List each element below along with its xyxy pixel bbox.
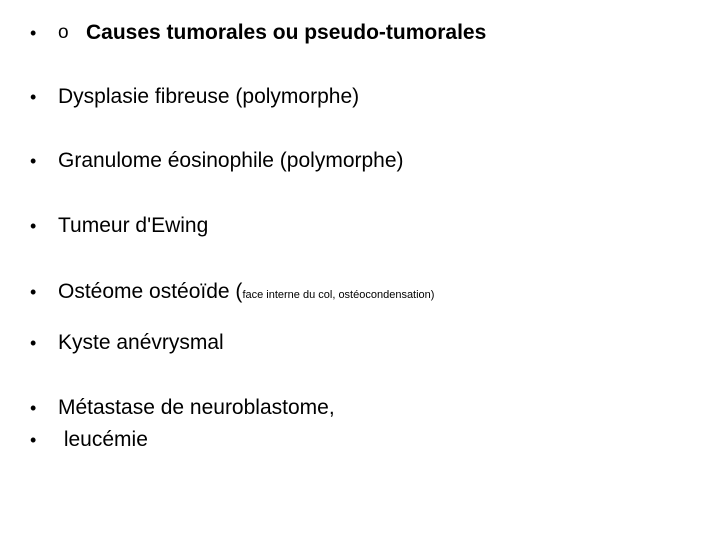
list-item-dysplasie <box>30 82 359 112</box>
list-item-note: face interne du col, ostéocondensation) <box>242 289 435 301</box>
list-item-text: Dysplasie fibreuse (polymorphe) <box>58 85 360 108</box>
bullet: • <box>30 22 37 43</box>
list-item-kyste <box>30 328 224 358</box>
list-item-metastase <box>30 393 335 423</box>
list-item-text: Tumeur d'Ewing <box>58 214 209 237</box>
bullet: • <box>30 215 37 236</box>
bullet: • <box>30 332 37 353</box>
bullet: • <box>30 86 37 107</box>
bullet: • <box>30 281 37 302</box>
bullet: • <box>30 150 37 171</box>
bullet: • <box>30 429 37 450</box>
list-item-osteome <box>30 277 434 307</box>
list-item-ewing <box>30 211 208 241</box>
heading-text: Causes tumorales ou pseudo-tumorales <box>86 21 487 44</box>
list-item-text: Métastase de neuroblastome, <box>58 396 335 419</box>
sub-bullet-marker: o <box>58 22 69 43</box>
list-item-text: Granulome éosinophile (polymorphe) <box>58 149 404 172</box>
list-item-text: Ostéome ostéoïde ( <box>58 280 243 303</box>
list-item-leucemie <box>30 425 148 455</box>
list-item-text: Kyste anévrysmal <box>58 331 224 354</box>
bullet: • <box>30 397 37 418</box>
heading-row <box>30 18 486 48</box>
list-item-text: leucémie <box>58 428 148 451</box>
list-item-granulome <box>30 146 404 176</box>
